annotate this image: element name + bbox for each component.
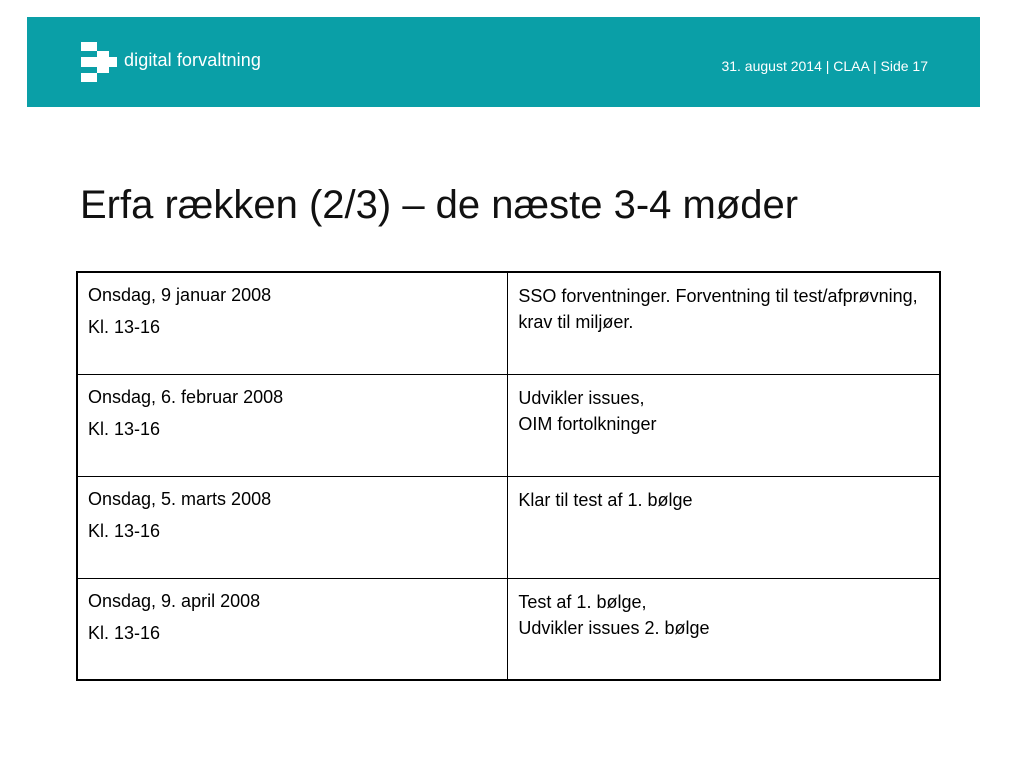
date-cell <box>77 578 508 680</box>
slide-info: 31. august 2014 | CLAA | Side 17 <box>721 58 928 74</box>
date-cell <box>77 272 508 374</box>
topic-cell <box>508 374 940 476</box>
meeting-time: Kl. 13-16 <box>88 520 161 541</box>
meeting-time: Kl. 13-16 <box>88 622 161 643</box>
meeting-time: Kl. 13-16 <box>88 418 161 439</box>
meeting-topic: OIM fortolkninger <box>518 413 657 434</box>
meeting-date: Onsdag, 5. marts 2008 <box>88 488 272 509</box>
date-cell <box>77 374 508 476</box>
logo <box>81 42 261 82</box>
date-cell <box>77 476 508 578</box>
meeting-schedule-table <box>76 271 941 681</box>
meeting-date: Onsdag, 6. februar 2008 <box>88 386 284 407</box>
table-row <box>77 578 940 680</box>
logo-mark-icon <box>81 42 117 82</box>
meeting-topic: Test af 1. bølge, <box>518 591 647 612</box>
meeting-topic: Udvikler issues 2. bølge <box>518 617 710 638</box>
meeting-date: Onsdag, 9. april 2008 <box>88 590 261 611</box>
logo-text: digital forvaltning <box>124 50 261 70</box>
meeting-topic: Klar til test af 1. bølge <box>518 489 693 510</box>
topic-cell <box>508 578 940 680</box>
table-row <box>77 272 940 374</box>
table-row <box>77 476 940 578</box>
meeting-time: Kl. 13-16 <box>88 317 161 337</box>
slide-title: Erfa rækken (2/3) – de næste 3-4 møder <box>80 183 799 227</box>
topic-cell <box>508 476 940 578</box>
header-band <box>27 17 980 107</box>
meeting-date: Onsdag, 9 januar 2008 <box>88 285 272 305</box>
meeting-topic: SSO forventninger. Forventning til test/afprøvning, krav til miljøer. <box>518 286 918 332</box>
topic-cell <box>508 272 940 374</box>
meeting-topic: Udvikler issues, <box>518 387 645 408</box>
table-row <box>77 374 940 476</box>
